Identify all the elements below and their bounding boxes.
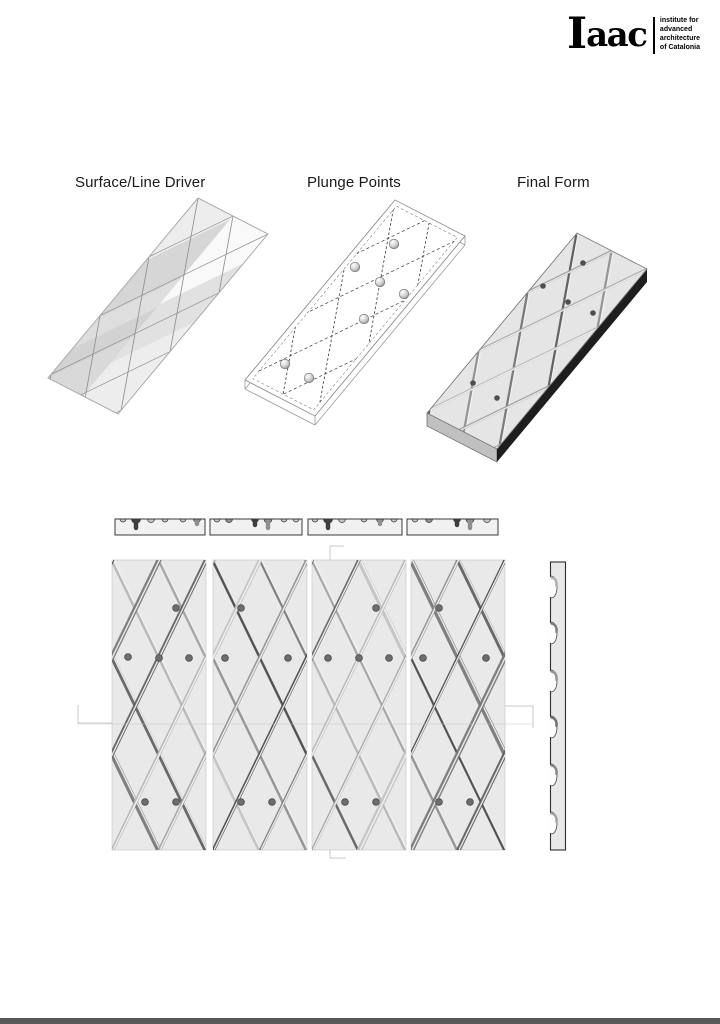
section-strip bbox=[308, 515, 402, 536]
tagline-line-4: of Catalonia bbox=[659, 44, 700, 51]
tagline-line-3: architecture bbox=[659, 35, 700, 42]
label-final-form: Final Form bbox=[517, 174, 590, 191]
section-strip bbox=[407, 515, 498, 535]
section-strip bbox=[210, 515, 302, 535]
tagline-line-1: institute for bbox=[659, 17, 699, 24]
label-surface-line-driver: Surface/Line Driver bbox=[75, 174, 206, 191]
footer-bar bbox=[0, 1018, 720, 1024]
logo-tagline bbox=[660, 14, 700, 52]
logo-divider bbox=[653, 17, 655, 54]
section-strip bbox=[115, 515, 205, 536]
iaac-logo bbox=[567, 9, 700, 59]
logo-letter-I: I bbox=[567, 9, 588, 59]
tagline-line-2: advanced bbox=[659, 26, 693, 33]
iaac-wordmark bbox=[567, 9, 647, 59]
label-plunge-points: Plunge Points bbox=[307, 174, 401, 191]
side-profile-view bbox=[551, 562, 566, 850]
logo-letters-aac: aac bbox=[586, 15, 647, 55]
figure-final-form bbox=[180, 105, 720, 558]
